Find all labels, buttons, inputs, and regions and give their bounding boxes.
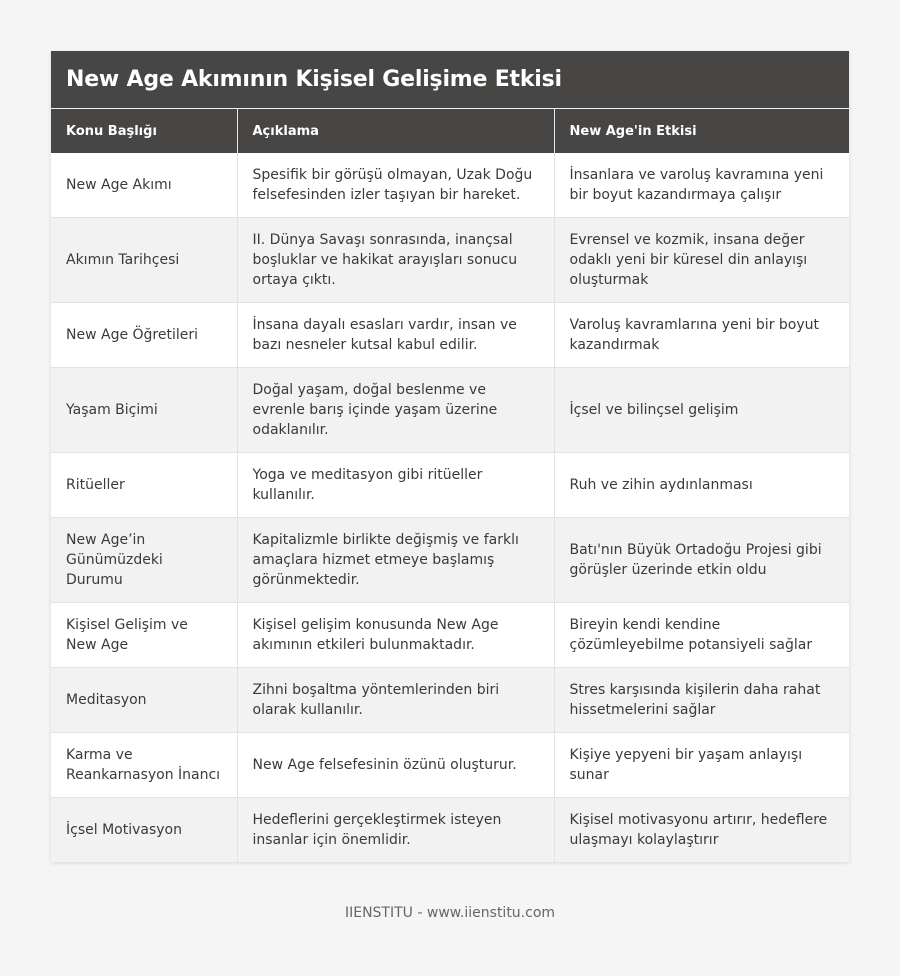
table-row bbox=[51, 218, 849, 303]
cell-effect: Batı'nın Büyük Ortadoğu Projesi gibi görüşler üzerinde etkin oldu bbox=[554, 518, 849, 603]
cell-effect: Stres karşısında kişilerin daha rahat hissetmelerini sağlar bbox=[554, 668, 849, 733]
cell-effect: Kişiye yepyeni bir yaşam anlayışı sunar bbox=[554, 733, 849, 798]
cell-topic: New Age Öğretileri bbox=[51, 303, 237, 368]
cell-effect: Evrensel ve kozmik, insana değer odaklı yeni bir küresel din anlayışı oluşturmak bbox=[554, 218, 849, 303]
cell-description: New Age felsefesinin özünü oluşturur. bbox=[237, 733, 554, 798]
column-header-topic: Konu Başlığı bbox=[51, 109, 237, 153]
footer-credit: IIENSTITU - www.iienstitu.com bbox=[344, 905, 556, 921]
cell-topic: Yaşam Biçimi bbox=[51, 368, 237, 453]
table-row bbox=[51, 368, 849, 453]
cell-topic: Meditasyon bbox=[51, 668, 237, 733]
cell-topic: Akımın Tarihçesi bbox=[51, 218, 237, 303]
column-header-description: Açıklama bbox=[237, 109, 554, 153]
data-table bbox=[51, 109, 849, 862]
table-title: New Age Akımının Kişisel Gelişime Etkisi bbox=[51, 51, 849, 109]
header-row bbox=[51, 109, 849, 153]
cell-description: Kişisel gelişim konusunda New Age akımının etkileri bulunmaktadır. bbox=[237, 603, 554, 668]
cell-description: II. Dünya Savaşı sonrasında, inançsal boşluklar ve hakikat arayışları sonucu ortaya çıktı. bbox=[237, 218, 554, 303]
cell-description: Spesifik bir görüşü olmayan, Uzak Doğu felsefesinden izler taşıyan bir hareket. bbox=[237, 153, 554, 218]
column-header-effect: New Age'in Etkisi bbox=[554, 109, 849, 153]
cell-topic: New Age Akımı bbox=[51, 153, 237, 218]
table-row bbox=[51, 668, 849, 733]
cell-topic: New Age’in Günümüzdeki Durumu bbox=[51, 518, 237, 603]
table-card bbox=[51, 51, 849, 862]
cell-topic: Ritüeller bbox=[51, 453, 237, 518]
cell-topic: Kişisel Gelişim ve New Age bbox=[51, 603, 237, 668]
cell-effect: Kişisel motivasyonu artırır, hedeflere ulaşmayı kolaylaştırır bbox=[554, 798, 849, 863]
cell-description: Doğal yaşam, doğal beslenme ve evrenle barış içinde yaşam üzerine odaklanılır. bbox=[237, 368, 554, 453]
table-row bbox=[51, 303, 849, 368]
cell-description: Hedeflerini gerçekleştirmek isteyen insanlar için önemlidir. bbox=[237, 798, 554, 863]
cell-effect: Ruh ve zihin aydınlanması bbox=[554, 453, 849, 518]
table-row bbox=[51, 798, 849, 863]
cell-effect: Bireyin kendi kendine çözümleyebilme potansiyeli sağlar bbox=[554, 603, 849, 668]
cell-effect: Varoluş kavramlarına yeni bir boyut kazandırmak bbox=[554, 303, 849, 368]
cell-description: Kapitalizmle birlikte değişmiş ve farklı amaçlara hizmet etmeye başlamış görünmektedir. bbox=[237, 518, 554, 603]
table-row bbox=[51, 453, 849, 518]
cell-effect: İnsanlara ve varoluş kavramına yeni bir boyut kazandırmaya çalışır bbox=[554, 153, 849, 218]
cell-description: İnsana dayalı esasları vardır, insan ve bazı nesneler kutsal kabul edilir. bbox=[237, 303, 554, 368]
table-row bbox=[51, 518, 849, 603]
cell-effect: İçsel ve bilinçsel gelişim bbox=[554, 368, 849, 453]
table-row bbox=[51, 733, 849, 798]
cell-topic: İçsel Motivasyon bbox=[51, 798, 237, 863]
cell-description: Yoga ve meditasyon gibi ritüeller kullanılır. bbox=[237, 453, 554, 518]
cell-description: Zihni boşaltma yöntemlerinden biri olarak kullanılır. bbox=[237, 668, 554, 733]
cell-topic: Karma ve Reankarnasyon İnancı bbox=[51, 733, 237, 798]
table-row bbox=[51, 603, 849, 668]
table-row bbox=[51, 153, 849, 218]
